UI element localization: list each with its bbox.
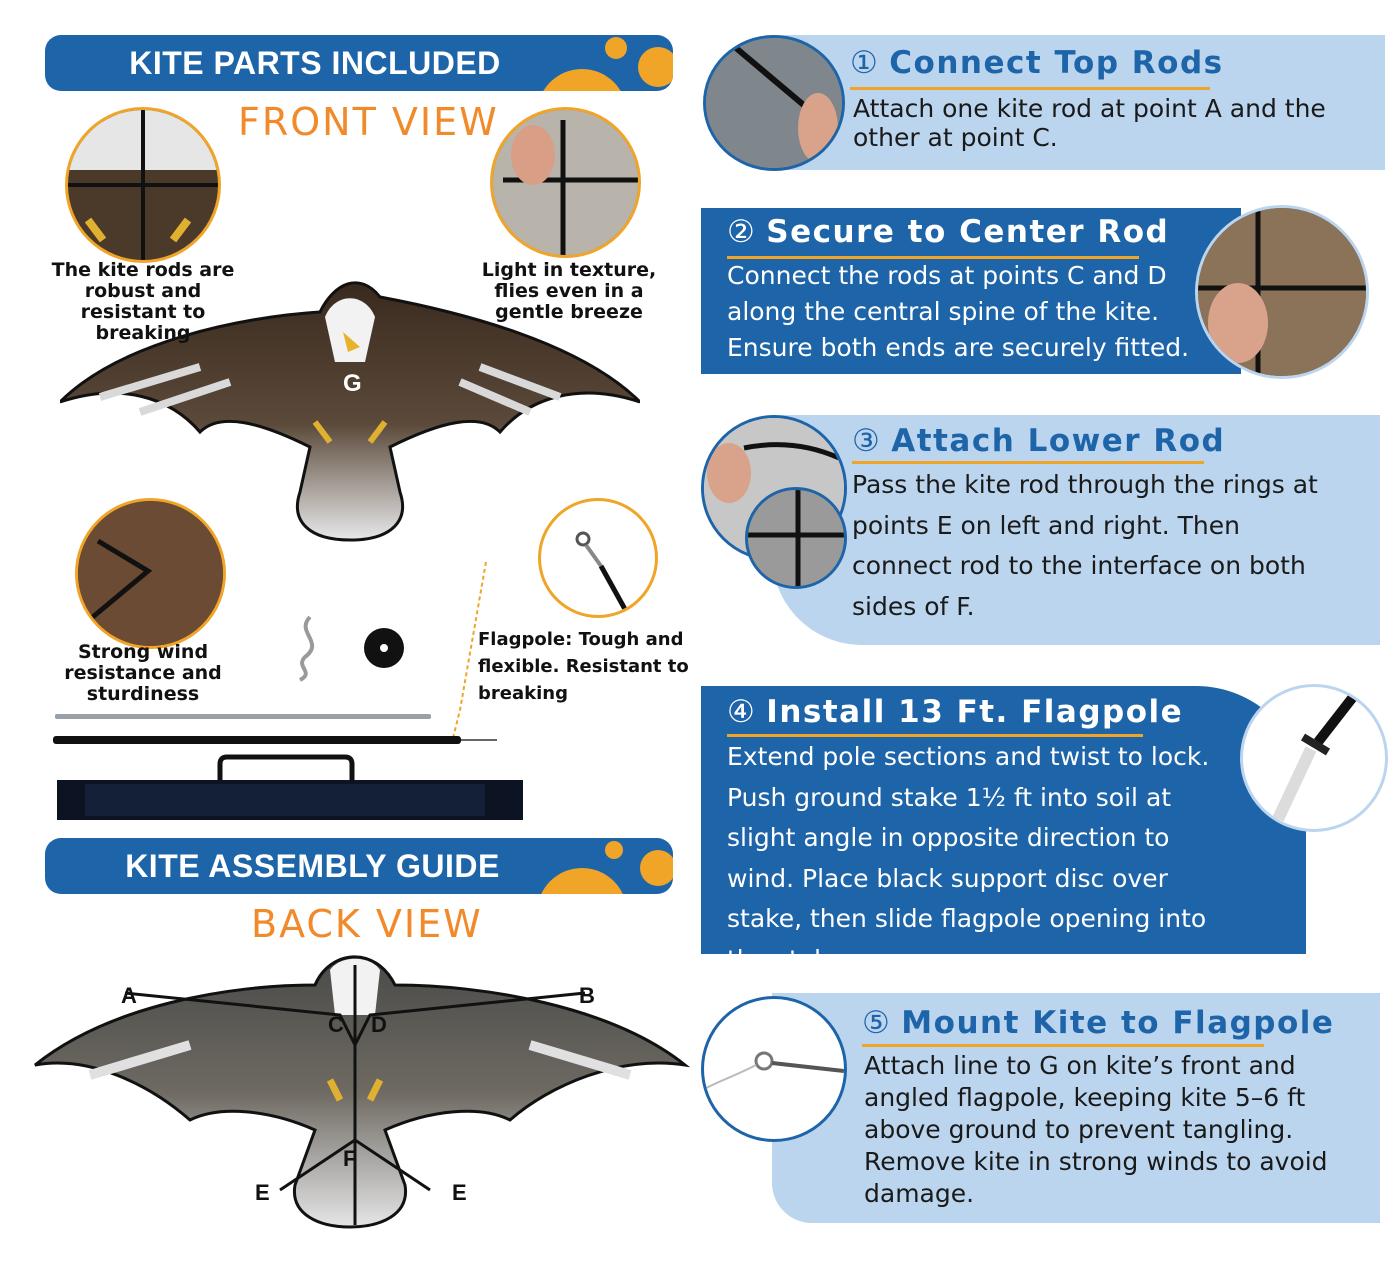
flagpole-tip-line <box>461 739 497 741</box>
kite-line-image <box>290 612 330 682</box>
kite-rod-image <box>55 714 431 719</box>
front-label-g: G <box>343 370 362 397</box>
step-3-heading <box>852 423 1225 459</box>
step-2-title: Secure to Center Rod <box>766 214 1170 250</box>
step-2-text: Connect the rods at points C and D along the central spine of the kite. Ensure both ends are securely fitted. <box>727 261 1190 362</box>
parts-banner <box>45 35 673 91</box>
step-5-underline <box>862 1044 1264 1047</box>
point-a: A <box>121 983 137 1008</box>
step-3-underline <box>852 461 1204 464</box>
step-1-underline <box>850 87 1210 90</box>
step-2-photo <box>1195 205 1369 379</box>
point-b: B <box>579 983 595 1008</box>
carry-bag-image <box>55 752 525 822</box>
step-4-heading <box>727 694 1183 730</box>
texture-detail-photo <box>490 107 641 258</box>
point-e-left: E <box>255 1180 270 1205</box>
step-1-text: Attach one kite rod at point A and the other at point C. <box>853 94 1326 152</box>
step-4-text: Extend pole sections and twist to lock. Push ground stake 1½ ft into soil at slight angle in opposite direction to wind. Place black support disc over stake, then slide flagpole opening into the stake. <box>727 742 1210 974</box>
step-5-number: ⑤ <box>862 1005 892 1041</box>
caption-flagpole: Flagpole: Tough and flexible. Resistant to breaking <box>478 629 689 704</box>
flagpole-tip-photo <box>538 498 658 618</box>
step-5-text: Attach line to G on kite’s front and angled flagpole, keeping kite 5–6 ft above ground to prevent tangling. Remove kite in strong winds to avoid damage. <box>864 1051 1328 1208</box>
step-3-detail-photo <box>745 487 847 589</box>
caption-wind: Strong wind resistance and sturdiness <box>64 641 222 705</box>
assembly-title: KITE ASSEMBLY GUIDE <box>125 848 500 884</box>
support-disc-image <box>362 626 406 670</box>
step-1-photo <box>703 35 845 171</box>
step-5-heading <box>862 1005 1334 1041</box>
step-3-title: Attach Lower Rod <box>891 423 1226 459</box>
step-1-heading <box>850 45 1224 81</box>
front-view-title: FRONT VIEW <box>238 100 499 144</box>
step-3-number: ③ <box>852 423 882 459</box>
step-4-number: ④ <box>727 694 757 730</box>
rod-detail-photo <box>65 107 221 263</box>
assembly-banner <box>45 838 673 894</box>
point-d: D <box>371 1012 387 1037</box>
caption-light: Light in texture, flies even in a gentle breeze <box>481 259 657 323</box>
step-3-text: Pass the kite rod through the rings at points E on left and right. Then connect rod to the interface on both sides of F. <box>852 470 1318 621</box>
step-4-photo <box>1240 684 1388 832</box>
step-4-title: Install 13 Ft. Flagpole <box>766 694 1184 730</box>
step-1-title: Connect Top Rods <box>889 45 1224 81</box>
step-2-heading <box>727 214 1169 250</box>
flagpole-image <box>53 736 461 744</box>
back-view-title: BACK VIEW <box>251 902 483 946</box>
caption-rods: The kite rods are robust and resistant to breaking <box>51 259 235 344</box>
flagpole-leader-line <box>450 560 490 745</box>
parts-title: KITE PARTS INCLUDED <box>129 45 501 81</box>
step-5-title: Mount Kite to Flagpole <box>901 1005 1335 1041</box>
point-c: C <box>328 1012 344 1037</box>
point-f: F <box>343 1146 357 1171</box>
step-5-photo <box>701 996 847 1142</box>
step-1-number: ① <box>850 45 880 81</box>
step-2-number: ② <box>727 214 757 250</box>
wind-detail-photo <box>75 498 226 649</box>
point-e-right: E <box>452 1180 467 1205</box>
